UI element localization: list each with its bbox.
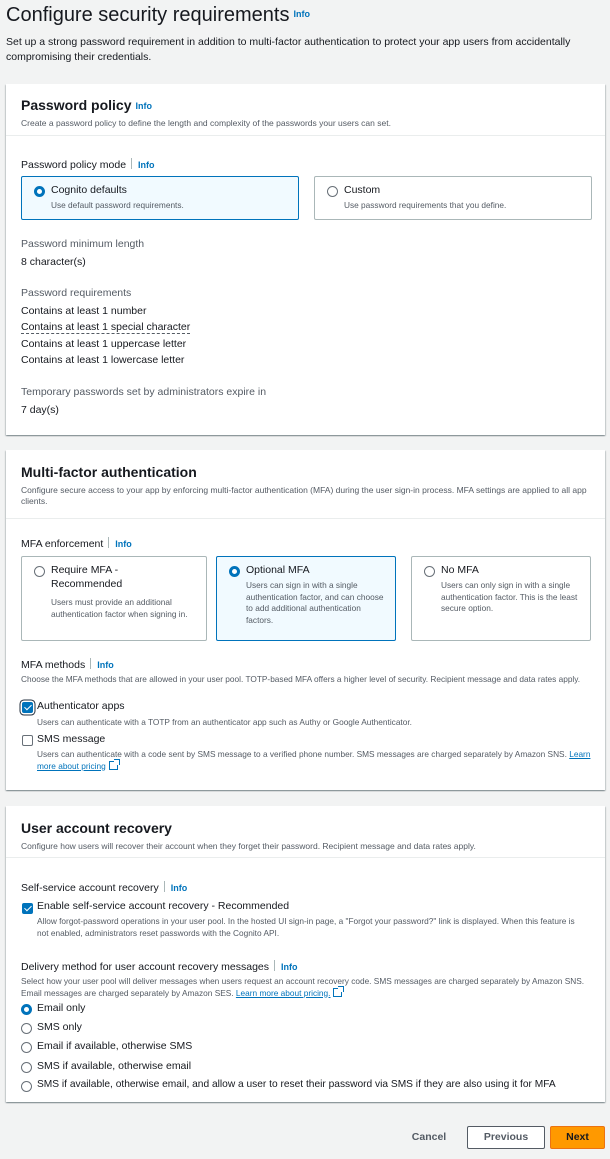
tile-no-mfa[interactable] <box>411 556 591 641</box>
delivery-method-label <box>21 960 298 973</box>
min-length-label: Password minimum length <box>21 238 145 250</box>
self-service-desc: Allow forgot-password operations in your user pool. In the hosted UI sign-in page, a "Forgot your password?" link is displayed. When this feature is not enabled, administrators reset passwords with the Cognito API. <box>37 916 575 938</box>
delivery-method-desc-text: Select how your user pool will deliver messages when users request an account recovery code. SMS messages are charged separately by Amazon SNS. Email messages are charged separately by Amazon SES. <box>21 976 585 998</box>
sms-message-desc-text: Users can authenticate with a code sent by SMS message to a verified phone number. SMS messages are charged separately by Amazon SNS. <box>37 749 567 759</box>
page-title-text: Configure security requirements <box>6 4 290 26</box>
checkbox-sms-message[interactable] <box>22 735 33 746</box>
delivery-option-sms-only[interactable]: SMS only <box>37 1021 82 1033</box>
mfa-methods-label <box>21 658 114 671</box>
radio-sms-otherwise-email[interactable] <box>21 1062 32 1073</box>
delivery-method-label-text: Delivery method for user account recovery messages <box>21 961 270 973</box>
delivery-method-desc <box>21 976 593 999</box>
password-policy-mode-info-link[interactable]: Info <box>138 160 155 170</box>
page-description: Set up a strong password requirement in addition to multi-factor authentication to protect your app users from accidentally compromising their credentials. <box>6 36 571 63</box>
mfa-enforcement-label-text: MFA enforcement <box>21 538 104 550</box>
delivery-pricing-link[interactable]: Learn more about pricing. <box>235 987 331 998</box>
recovery-panel <box>6 806 605 1102</box>
requirement-item: Contains at least 1 uppercase letter <box>21 338 187 350</box>
page-info-link[interactable]: Info <box>293 9 310 19</box>
mfa-title: Multi-factor authentication <box>21 464 197 480</box>
divider <box>108 537 109 548</box>
radio-email-otherwise-sms[interactable] <box>21 1042 32 1053</box>
page-title <box>6 4 310 27</box>
requirement-item: Contains at least 1 lowercase letter <box>21 354 185 366</box>
self-service-label-text: Self-service account recovery <box>21 882 159 894</box>
radio-email-only[interactable] <box>21 1004 32 1015</box>
mfa-subtitle: Configure secure access to your app by enforcing multi-factor authentication (MFA) during the user sign-in process. MFA settings are applied to all app clients. <box>21 485 587 506</box>
self-service-option-label[interactable]: Enable self-service account recovery - Recommended <box>37 900 290 912</box>
mfa-enforcement-info-link[interactable]: Info <box>115 539 132 549</box>
tile-custom-title: Custom <box>344 184 381 196</box>
password-policy-header <box>6 84 605 136</box>
delivery-option-sms-otherwise-email-mfa[interactable]: SMS if available, otherwise email, and allow a user to reset their password via SMS if they are also using it for MFA <box>37 1079 556 1090</box>
password-policy-info-link[interactable]: Info <box>135 101 152 111</box>
password-policy-panel <box>6 84 605 435</box>
mfa-header <box>6 450 605 519</box>
mfa-methods-label-text: MFA methods <box>21 659 86 671</box>
next-button[interactable]: Next <box>550 1126 605 1149</box>
recovery-title: User account recovery <box>21 820 172 836</box>
checkbox-authenticator-apps[interactable] <box>22 702 33 713</box>
tile-require-mfa-desc: Users must provide an additional authentication factor when signing in. <box>51 597 188 619</box>
authenticator-apps-desc: Users can authenticate with a TOTP from an authenticator app such as Authy or Google Authenticator. <box>37 717 412 727</box>
authenticator-apps-label[interactable]: Authenticator apps <box>37 700 125 712</box>
mfa-methods-desc: Choose the MFA methods that are allowed in your user pool. TOTP-based MFA offers a higher level of security. Recipient message and data rates apply. <box>21 674 581 684</box>
external-link-icon <box>333 988 342 997</box>
divider <box>90 658 91 669</box>
self-service-info-link[interactable]: Info <box>170 883 188 893</box>
requirements-label: Password requirements <box>21 287 132 299</box>
tile-require-mfa[interactable] <box>21 556 207 641</box>
requirement-item: Contains at least 1 number <box>21 305 147 317</box>
radio-custom[interactable] <box>327 186 338 197</box>
tile-no-mfa-title: No MFA <box>441 564 479 576</box>
tile-cognito-defaults-title: Cognito defaults <box>51 184 127 196</box>
previous-button[interactable]: Previous <box>467 1126 545 1149</box>
tile-no-mfa-desc: Users can only sign in with a single authentication factor. This is the least secure option. <box>441 580 578 613</box>
tile-optional-mfa[interactable] <box>216 556 396 641</box>
external-link-icon <box>109 761 118 770</box>
password-policy-mode-label-text: Password policy mode <box>21 159 127 171</box>
mfa-panel <box>6 450 605 790</box>
temp-expire-value: 7 day(s) <box>21 404 59 416</box>
divider <box>274 960 275 971</box>
tile-custom[interactable] <box>314 176 592 220</box>
tile-cognito-defaults[interactable] <box>21 176 299 220</box>
mfa-enforcement-label <box>21 537 132 550</box>
self-service-label <box>21 881 187 894</box>
password-policy-title <box>21 97 152 113</box>
delivery-option-sms-otherwise-email[interactable]: SMS if available, otherwise email <box>37 1060 192 1072</box>
radio-optional-mfa[interactable] <box>229 566 240 577</box>
cancel-button[interactable]: Cancel <box>411 1131 447 1143</box>
password-policy-title-text: Password policy <box>21 97 132 113</box>
temp-expire-label: Temporary passwords set by administrators expire in <box>21 386 267 398</box>
divider <box>164 881 165 892</box>
divider <box>131 158 132 169</box>
mfa-methods-info-link[interactable]: Info <box>97 660 114 670</box>
tile-custom-desc: Use password requirements that you define. <box>344 200 507 210</box>
radio-cognito-defaults[interactable] <box>34 186 45 197</box>
password-policy-subtitle: Create a password policy to define the length and complexity of the passwords your users can set. <box>21 118 391 128</box>
radio-sms-only[interactable] <box>21 1023 32 1034</box>
delivery-option-email-only[interactable]: Email only <box>37 1002 86 1014</box>
min-length-value: 8 character(s) <box>21 256 86 268</box>
recovery-header <box>6 806 605 858</box>
sms-message-desc <box>37 749 592 772</box>
sms-message-label[interactable]: SMS message <box>37 733 106 745</box>
requirement-item[interactable]: Contains at least 1 special character <box>21 321 191 333</box>
tile-require-mfa-title: Require MFA - Recommended <box>51 564 123 590</box>
checkbox-self-service-recovery[interactable] <box>22 903 33 914</box>
sms-pricing-link[interactable]: Learn more about pricing <box>37 749 591 771</box>
tile-optional-mfa-desc: Users can sign in with a single authentication factor, and can choose to add additional authentication factors. <box>246 580 384 625</box>
tile-cognito-defaults-desc: Use default password requirements. <box>51 200 184 210</box>
password-policy-mode-label <box>21 158 155 171</box>
recovery-subtitle: Configure how users will recover their account when they forget their password. Recipient message and data rates apply. <box>21 841 476 851</box>
radio-no-mfa[interactable] <box>424 566 435 577</box>
delivery-option-email-otherwise-sms[interactable]: Email if available, otherwise SMS <box>37 1040 193 1052</box>
tile-optional-mfa-title: Optional MFA <box>246 564 310 576</box>
delivery-method-info-link[interactable]: Info <box>281 962 298 972</box>
radio-sms-otherwise-email-mfa[interactable] <box>21 1081 32 1092</box>
radio-require-mfa[interactable] <box>34 566 45 577</box>
